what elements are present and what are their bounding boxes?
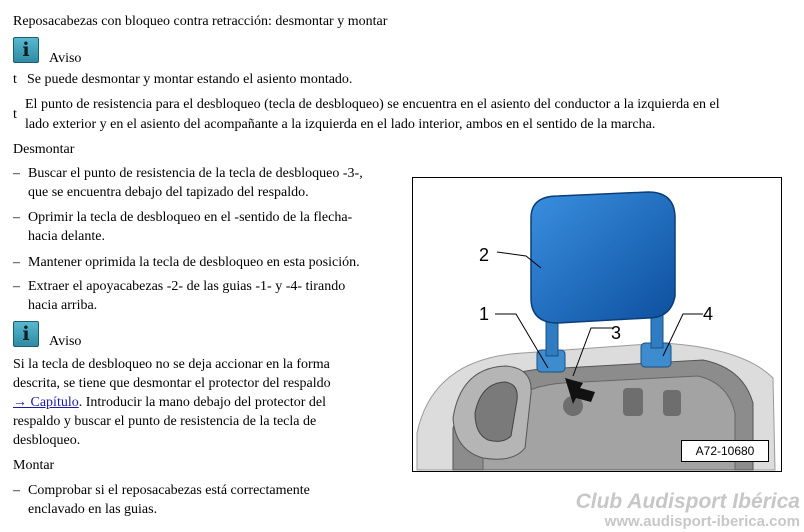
bullet-marker: t (13, 107, 17, 122)
notice-text-line: respaldo y buscar el punto de resistencia de la tecla de (13, 414, 317, 429)
chapter-link[interactable]: → Capítulo (13, 395, 79, 410)
step-line: Comprobar si el reposacabezas está correctamente (28, 483, 310, 498)
dash-marker: – (13, 255, 20, 270)
notice-item: Se puede desmontar y montar estando el asiento montado. (27, 72, 353, 87)
step-line: enclavado en las guias. (28, 502, 158, 517)
info-icon: i (13, 321, 39, 347)
frame-hole (623, 388, 643, 416)
notice-label: Aviso (49, 51, 82, 66)
headrest-figure (412, 177, 782, 472)
frame-hole (663, 390, 681, 416)
notice-item-line: lado exterior y en el asiento del acompañante a la izquierda en el lado interior, ambos en el sentido de la marcha. (25, 117, 656, 132)
notice-text-line: Si la tecla de desbloqueo no se deja accionar en la forma (13, 357, 330, 372)
notice-label: Aviso (49, 334, 82, 349)
bullet-marker: t (13, 72, 17, 87)
step-line: Oprimir la tecla de desbloqueo en el -sentido de la flecha- (28, 210, 353, 225)
section-heading-montar: Montar (13, 458, 55, 473)
notice-item-line: El punto de resistencia para el desbloqueo (tecla de desbloqueo) se encuentra en el asiento del conductor a la izquierda en el (25, 97, 720, 112)
step-line: hacia delante. (28, 229, 105, 244)
watermark (576, 491, 800, 530)
dash-marker: – (13, 210, 20, 225)
dash-marker: – (13, 279, 20, 294)
step-line: Mantener oprimida la tecla de desbloqueo en esta posición. (28, 255, 360, 270)
dash-marker: – (13, 166, 20, 181)
figure-code: A72-10680 (681, 440, 769, 462)
headrest-shape (531, 192, 675, 323)
notice-text-line: descrita, se tiene que desmontar el protector del respaldo (13, 376, 331, 391)
notice-text-line (13, 393, 326, 412)
info-icon: i (13, 37, 39, 63)
notice-text-line: desbloqueo. (13, 433, 81, 448)
step-line: hacia arriba. (28, 298, 98, 313)
callout-2: 2 (479, 245, 490, 265)
step-line: Buscar el punto de resistencia de la tecla de desbloqueo -3-, (28, 166, 363, 181)
headrest-illustration (413, 178, 781, 471)
notice-text-fragment: . Introducir la mano debajo del protector del (78, 395, 326, 410)
step-line: que se encuentra debajo del tapizado del respaldo. (28, 185, 309, 200)
callout-3: 3 (611, 323, 622, 343)
callout-4: 4 (703, 304, 714, 324)
callout-1: 1 (479, 304, 490, 324)
section-heading-desmontar: Desmontar (13, 142, 75, 157)
step-line: Extraer el apoyacabezas -2- de las guias -1- y -4- tirando (28, 279, 346, 294)
page-title: Reposacabezas con bloqueo contra retracción: desmontar y montar (13, 14, 388, 29)
watermark-title: Club Audisport Ibérica (575, 490, 800, 513)
dash-marker: – (13, 483, 20, 498)
watermark-url: www.audisport-iberica.com (604, 513, 800, 530)
